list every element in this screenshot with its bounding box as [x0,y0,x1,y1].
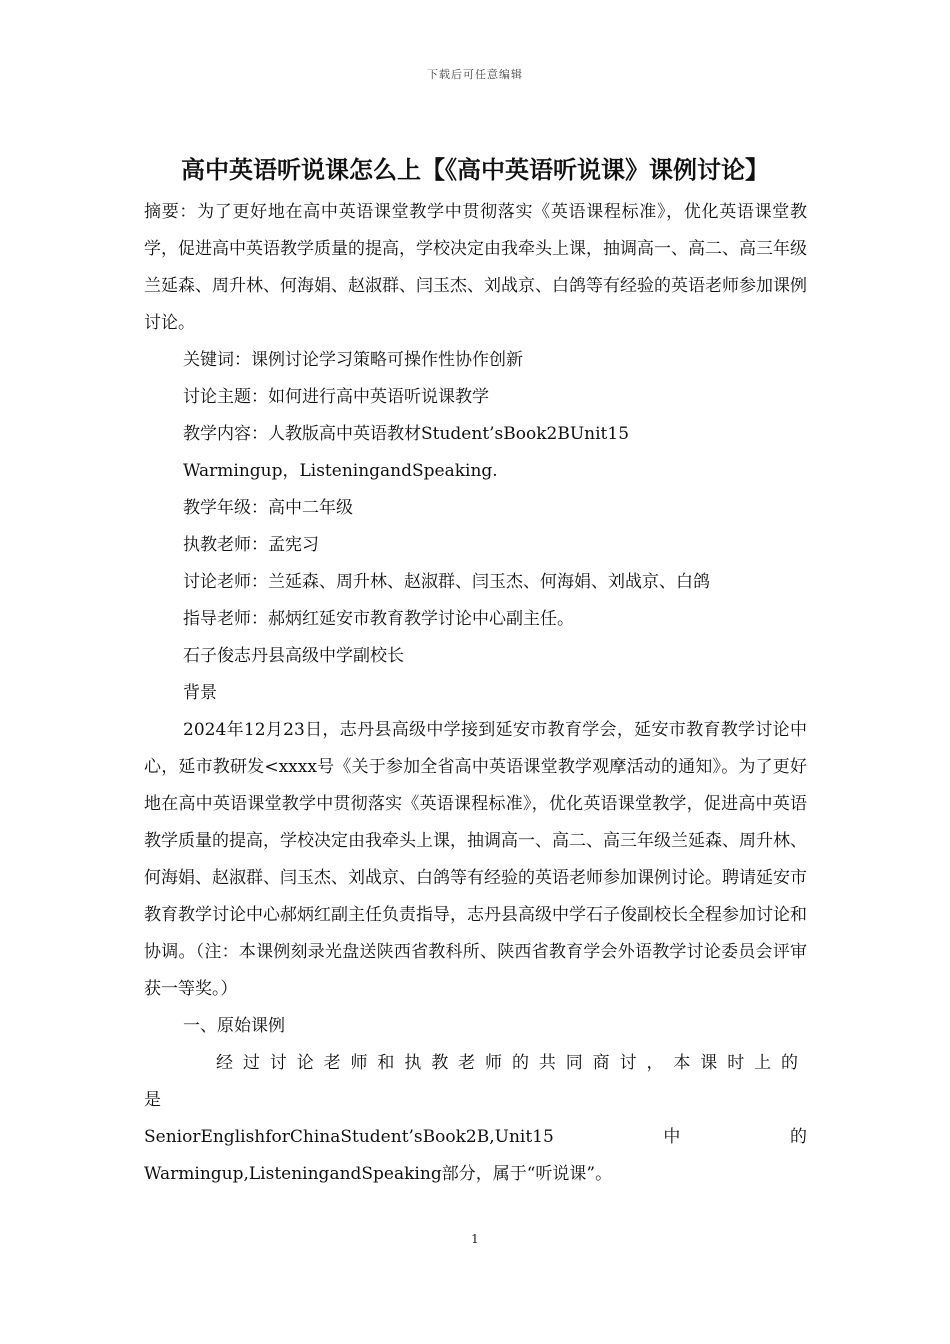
page-number: 1 [471,1232,479,1246]
section-paragraph-line: 经过讨论老师和执教老师的共同商讨，本课时上的是 [144,1053,807,1110]
content-line-continued: Warmingup，ListeningandSpeaking. [183,461,498,481]
topic-line: 讨论主题：如何进行高中英语听说课教学 [183,387,489,407]
section-paragraph-spread-line [144,1119,807,1156]
background-paragraph: 2024年12月23日，志丹县高级中学接到延安市教育学会，延安市教育教学讨论中心，延市教研发<xxxx号《关于参加全省高中英语课堂教学观摩活动的通知》。为了更好地在高中英语课堂教学中贯彻落实《英语课程标准》，优化英语课堂教学，促进高中英语教学质量的提高，学校决定由我牵头上课，抽调高一、高二、高三年级兰延森、周升林、何海娟、赵淑群、闫玉杰、刘战京、白鸽等有经验的英语老师参加课例讨论。聘请延安市教育教学讨论中心郝炳红副主任负责指导，志丹县高级中学石子俊副校长全程参加讨论和协调。（注：本课例刻录光盘送陕西省教科所、陕西省教育学会外语教学讨论委员会评审获一等奖。） [144,720,807,999]
abstract-paragraph: 摘要：为了更好地在高中英语课堂教学中贯彻落实《英语课程标准》，优化英语课堂教学，促进高中英语教学质量的提高，学校决定由我牵头上课，抽调高一、高二、高三年级兰延森、周升林、何海娟、赵淑群、闫玉杰、刘战京、白鸽等有经验的英语老师参加课例讨论。 [144,202,807,333]
document-body [144,194,807,1193]
advisor-line-2: 石子俊志丹县高级中学副校长 [183,646,404,666]
section-text-segment: 中 [663,1127,681,1147]
section-paragraph-last-line: Warmingup,ListeningandSpeaking部分，属于“听说课”。 [144,1164,613,1184]
background-heading: 背景 [183,683,217,703]
section-text-segment: SeniorEnglishforChinaStudent’sBook2B,Unit15 [144,1127,554,1147]
discussants-line: 讨论老师：兰延森、周升林、赵淑群、闫玉杰、何海娟、刘战京、白鸽 [183,572,710,592]
section-heading: 一、原始课例 [183,1016,285,1036]
advisor-line: 指导老师：郝炳红延安市教育教学讨论中心副主任。 [183,609,574,629]
page-header: 下载后可任意编辑 [427,68,523,81]
teacher-line: 执教老师：孟宪习 [183,535,319,555]
document-title: 高中英语听说课怎么上【《高中英语听说课》课例讨论】 [181,155,769,184]
section-text-segment: 的 [790,1127,807,1147]
content-line: 教学内容：人教版高中英语教材Student’sBook2BUnit15 [183,424,630,444]
grade-line: 教学年级：高中二年级 [183,498,353,518]
keywords-line: 关键词：课例讨论学习策略可操作性协作创新 [183,350,523,370]
